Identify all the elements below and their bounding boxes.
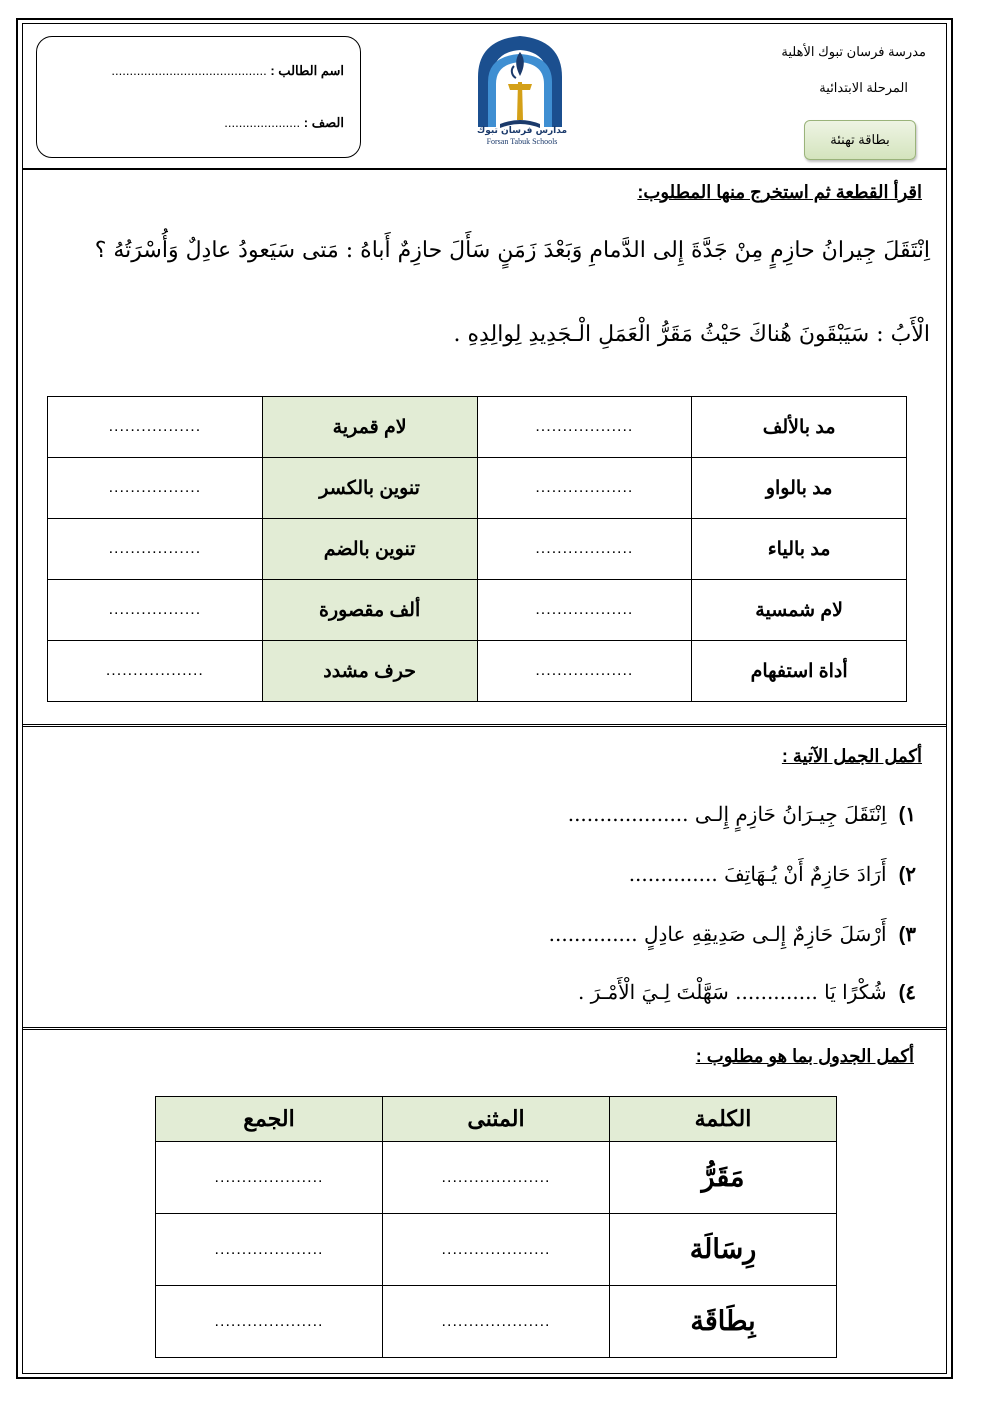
table-label: مد بالواو xyxy=(692,458,907,519)
plural-blank[interactable]: .................... xyxy=(156,1286,383,1358)
table-row xyxy=(156,1142,837,1214)
section-divider-2 xyxy=(22,1027,947,1033)
table-row xyxy=(48,458,907,519)
dual-blank[interactable]: .................... xyxy=(383,1214,610,1286)
student-name-field[interactable]: ........................................... xyxy=(111,63,267,78)
student-name-row xyxy=(111,63,344,79)
table-label: تنوين بالضم xyxy=(262,519,477,580)
sentence-number: ١) xyxy=(898,804,916,826)
dual-blank[interactable]: .................... xyxy=(383,1286,610,1358)
column-header-plural: الجمع xyxy=(156,1097,383,1142)
table-label: لام شمسية xyxy=(692,580,907,641)
table-row xyxy=(48,641,907,702)
section2-title: أكمل الجمل الآتية : xyxy=(781,746,922,766)
table-label: لام قمرية xyxy=(262,397,477,458)
answer-blank[interactable]: .................. xyxy=(477,397,692,458)
plural-blank[interactable]: .................... xyxy=(156,1142,383,1214)
word-cell: بِطَاقَة xyxy=(610,1286,837,1358)
passage-line-2: الْأَبُ : سَيَبْقَونَ هُناكَ حَيْثُ مَقَرُّ الْعَمَلِ الْـجَدِيدِ لِوالِدِهِ . xyxy=(453,322,930,347)
sentence-item[interactable] xyxy=(578,980,916,1005)
sentence-text: اِنْتَقَلَ جِيـرَانُ حَازِمٍ إِلـى ................... xyxy=(567,802,887,826)
extraction-table xyxy=(47,396,907,702)
answer-blank[interactable]: ................. xyxy=(48,519,263,580)
table-label: ألف مقصورة xyxy=(262,580,477,641)
dual-blank[interactable]: .................... xyxy=(383,1142,610,1214)
answer-blank[interactable]: .................. xyxy=(477,641,692,702)
answer-blank[interactable]: .................. xyxy=(48,641,263,702)
class-row xyxy=(224,115,344,131)
class-field[interactable]: ..................... xyxy=(224,115,301,130)
sentence-number: ٢) xyxy=(898,864,916,886)
class-label: الصف : xyxy=(303,115,344,130)
sentence-item[interactable] xyxy=(629,862,916,887)
sentence-number: ٤) xyxy=(898,982,916,1004)
sentence-text: شُكْرًا يَا ............. سَهَّلْتَ لِـيَ الْأَمْـرَ . xyxy=(577,980,887,1004)
table-label: حرف مشدد xyxy=(262,641,477,702)
header-divider xyxy=(22,168,947,170)
section3-title: أكمل الجدول بما هو مطلوب : xyxy=(695,1046,914,1066)
answer-blank[interactable]: ................. xyxy=(48,580,263,641)
table-row xyxy=(48,519,907,580)
answer-blank[interactable]: .................. xyxy=(477,458,692,519)
column-header-word: الكلمة xyxy=(610,1097,837,1142)
word-cell: مَقَرُّ xyxy=(610,1142,837,1214)
table-row xyxy=(156,1286,837,1358)
table-label: أداة استفهام xyxy=(692,641,907,702)
table-row xyxy=(156,1214,837,1286)
answer-blank[interactable]: ................. xyxy=(48,458,263,519)
school-name: مدرسة فرسان تبوك الأهلية xyxy=(781,44,926,59)
table-header-row xyxy=(156,1097,837,1142)
answer-blank[interactable]: .................. xyxy=(477,519,692,580)
table-label: مد بالياء xyxy=(692,519,907,580)
table-label: تنوين بالكسر xyxy=(262,458,477,519)
table-row xyxy=(48,580,907,641)
table-label: مد بالألف xyxy=(692,397,907,458)
passage-line-1: اِنْتَقَلَ جِيرانُ حازِمٍ مِنْ جَدَّةَ إِلى الدَّمامِ وَبَعْدَ زَمَنٍ سَأَلَ حازِمٌ أَباهُ : مَتى سَيَعودُ عادِلٌ وَأُسْرَتُهُ ؟ xyxy=(94,238,930,263)
column-header-dual: المثنى xyxy=(383,1097,610,1142)
school-stage: المرحلة الابتدائية xyxy=(819,80,908,95)
sentence-item[interactable] xyxy=(568,802,916,827)
answer-blank[interactable]: .................. xyxy=(477,580,692,641)
sentence-number: ٣) xyxy=(898,924,916,946)
table-row xyxy=(48,397,907,458)
word-forms-table xyxy=(155,1096,837,1358)
school-info xyxy=(781,44,926,96)
sentence-text: أَرَادَ حَازِمٌ أَنْ يُـهَاتِفَ .............. xyxy=(628,862,887,886)
student-name-label: اسم الطالب : xyxy=(270,63,344,78)
plural-blank[interactable]: .................... xyxy=(156,1214,383,1286)
logo-text-ar: مدارس فرسان تبوك xyxy=(476,126,568,136)
sentence-item[interactable] xyxy=(549,922,916,947)
student-info-box xyxy=(36,36,361,158)
card-title-badge: بطاقة تهنئة xyxy=(804,120,916,160)
section-divider-1 xyxy=(22,724,947,730)
sentence-text: أَرْسَلَ حَازِمٌ إِلـى صَدِيقِهِ عادِلٍ .............. xyxy=(548,922,887,946)
logo-text-en: Forsan Tabuk Schools xyxy=(486,137,558,146)
section1-title: اقرأ القطعة ثم استخرج منها المطلوب: xyxy=(637,182,922,202)
answer-blank[interactable]: ................. xyxy=(48,397,263,458)
word-cell: رِسَالَة xyxy=(610,1214,837,1286)
